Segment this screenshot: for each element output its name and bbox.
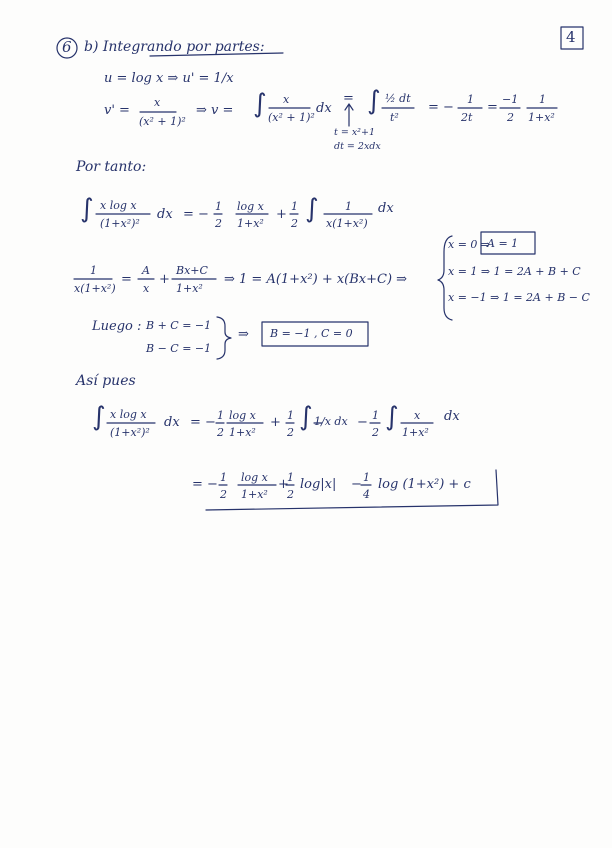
result-tail: log (1+x²) + c	[378, 477, 471, 492]
result-eq: = −	[192, 477, 218, 492]
eq1-lhs-num: x log x	[100, 199, 137, 212]
integral-sign: ∫	[253, 89, 267, 119]
page-number: 4	[566, 28, 576, 46]
eq3-c3-den: 2	[372, 426, 379, 439]
luego-label: Luego :	[92, 319, 142, 334]
result-f1-num: log x	[241, 471, 268, 484]
v-r1-den: 2t	[461, 111, 473, 124]
v-r2-den: 2	[507, 111, 514, 124]
v-r1-num: 1	[467, 93, 474, 106]
por-tanto-label: Por tanto:	[76, 159, 147, 175]
substitution-t: t = x²+1	[334, 127, 375, 138]
section-heading: b) Integrando por partes:	[84, 39, 265, 55]
v-sub-num: ½ dt	[385, 92, 411, 105]
eq1-f1-den: 1+x²	[237, 217, 264, 230]
eq3-f1-den: 1+x²	[229, 426, 256, 439]
result-c2-den: 2	[287, 488, 294, 501]
v-sub-den: t²	[390, 111, 399, 124]
eq3-f1-num: log x	[229, 409, 256, 422]
eq1-dx: dx	[157, 207, 173, 222]
v-prime-label: v' =	[104, 103, 130, 118]
eq1-c1-den: 2	[215, 217, 222, 230]
v-int-dx: dx	[316, 101, 332, 116]
eq1-lhs-den: (1+x²)²	[100, 217, 140, 230]
eq2-eq: =	[121, 272, 132, 287]
integral-sign: ∫	[305, 194, 319, 224]
luego-arrow: ⇒	[238, 327, 249, 342]
result-plus: +	[278, 477, 289, 492]
case1-box: A = 1	[487, 237, 519, 250]
eq3-minus: −	[357, 415, 368, 430]
eq3-c2-den: 2	[287, 426, 294, 439]
v-r3-den: 1+x²	[528, 111, 555, 124]
v-r3-num: 1	[539, 93, 546, 106]
substitution-dt: dt = 2xdx	[334, 141, 381, 152]
eq3-c3-num: 1	[372, 409, 379, 422]
eq2-l-num: 1	[90, 264, 97, 277]
eq2-a-num: A	[142, 264, 150, 277]
eq3-eq: = −	[190, 415, 216, 430]
eq3-c1-num: 1	[217, 409, 224, 422]
eq1-f2-den: x(1+x²)	[326, 217, 368, 230]
result-c2-num: 1	[287, 471, 294, 484]
v-arrow: ⇒ v =	[196, 103, 234, 118]
eq1-dx2: dx	[378, 201, 394, 216]
eq3-dx3: dx	[444, 409, 460, 424]
eq3-c1-den: 2	[217, 426, 224, 439]
v-prime-num: x	[154, 96, 161, 109]
v-prime-den: (x² + 1)²	[139, 115, 186, 128]
asi-pues-label: Así pues	[76, 373, 136, 389]
eq1-c2-den: 2	[291, 217, 298, 230]
integral-sign: ∫	[80, 194, 94, 224]
result-f1-den: 1+x²	[241, 488, 268, 501]
eq1-eq: = −	[183, 207, 209, 222]
v-int-num: x	[283, 93, 290, 106]
eq3-lhs-num: x log x	[110, 408, 147, 421]
eq2-b-den: 1+x²	[176, 282, 203, 295]
eq1-plus: +	[276, 207, 287, 222]
integral-sign: ∫	[385, 402, 399, 432]
eq3-lhs-den: (1+x²)²	[110, 426, 150, 439]
integral-sign: ∫	[92, 402, 106, 432]
case2: x = 1 ⇒ 1 = 2A + B + C	[448, 265, 581, 278]
substitution-arrow	[345, 104, 353, 126]
result-c3-num: 1	[363, 471, 370, 484]
eq2-plus: +	[159, 272, 170, 287]
eq3-term2: 1/x dx	[314, 415, 348, 428]
result-c3-den: 4	[363, 488, 370, 501]
luego-box: B = −1 , C = 0	[270, 327, 353, 340]
result-c1-den: 2	[220, 488, 227, 501]
eq1-c2-num: 1	[291, 200, 298, 213]
eq3-c2-num: 1	[287, 409, 294, 422]
problem-number: 6	[62, 38, 72, 56]
eq2-a-den: x	[143, 282, 150, 295]
eq1-c1-num: 1	[215, 200, 222, 213]
v-eq3: =	[487, 100, 498, 115]
v-equals: =	[343, 91, 354, 106]
eq3-f3-den: 1+x²	[402, 426, 429, 439]
result-c1-num: 1	[220, 471, 227, 484]
u-definition: u = log x ⇒ u' = 1/x	[104, 71, 234, 86]
result-log-abs: log|x|	[300, 477, 337, 492]
eq1-f2-num: 1	[345, 200, 352, 213]
case1-left: x = 0 ⇒	[448, 238, 491, 251]
system-brace	[217, 317, 231, 359]
eq2-l-den: x(1+x²)	[74, 282, 116, 295]
luego-line2: B − C = −1	[146, 342, 212, 355]
integral-sign: ∫	[299, 402, 313, 432]
v-int-den: (x² + 1)²	[268, 111, 315, 124]
eq3-plus: +	[270, 415, 281, 430]
eq3-f3-num: x	[414, 409, 421, 422]
case3: x = −1 ⇒ 1 = 2A + B − C	[448, 291, 590, 304]
luego-line1: B + C = −1	[146, 319, 212, 332]
v-r2-num: −1	[502, 93, 519, 106]
eq2-rest: ⇒ 1 = A(1+x²) + x(Bx+C) ⇒	[224, 272, 408, 287]
integral-sign: ∫	[367, 86, 381, 116]
eq3-dx: dx	[164, 415, 180, 430]
v-eq2: = −	[428, 100, 454, 115]
result-minus: −	[351, 477, 362, 492]
eq2-b-num: Bx+C	[176, 264, 208, 277]
eq1-f1-num: log x	[237, 200, 264, 213]
